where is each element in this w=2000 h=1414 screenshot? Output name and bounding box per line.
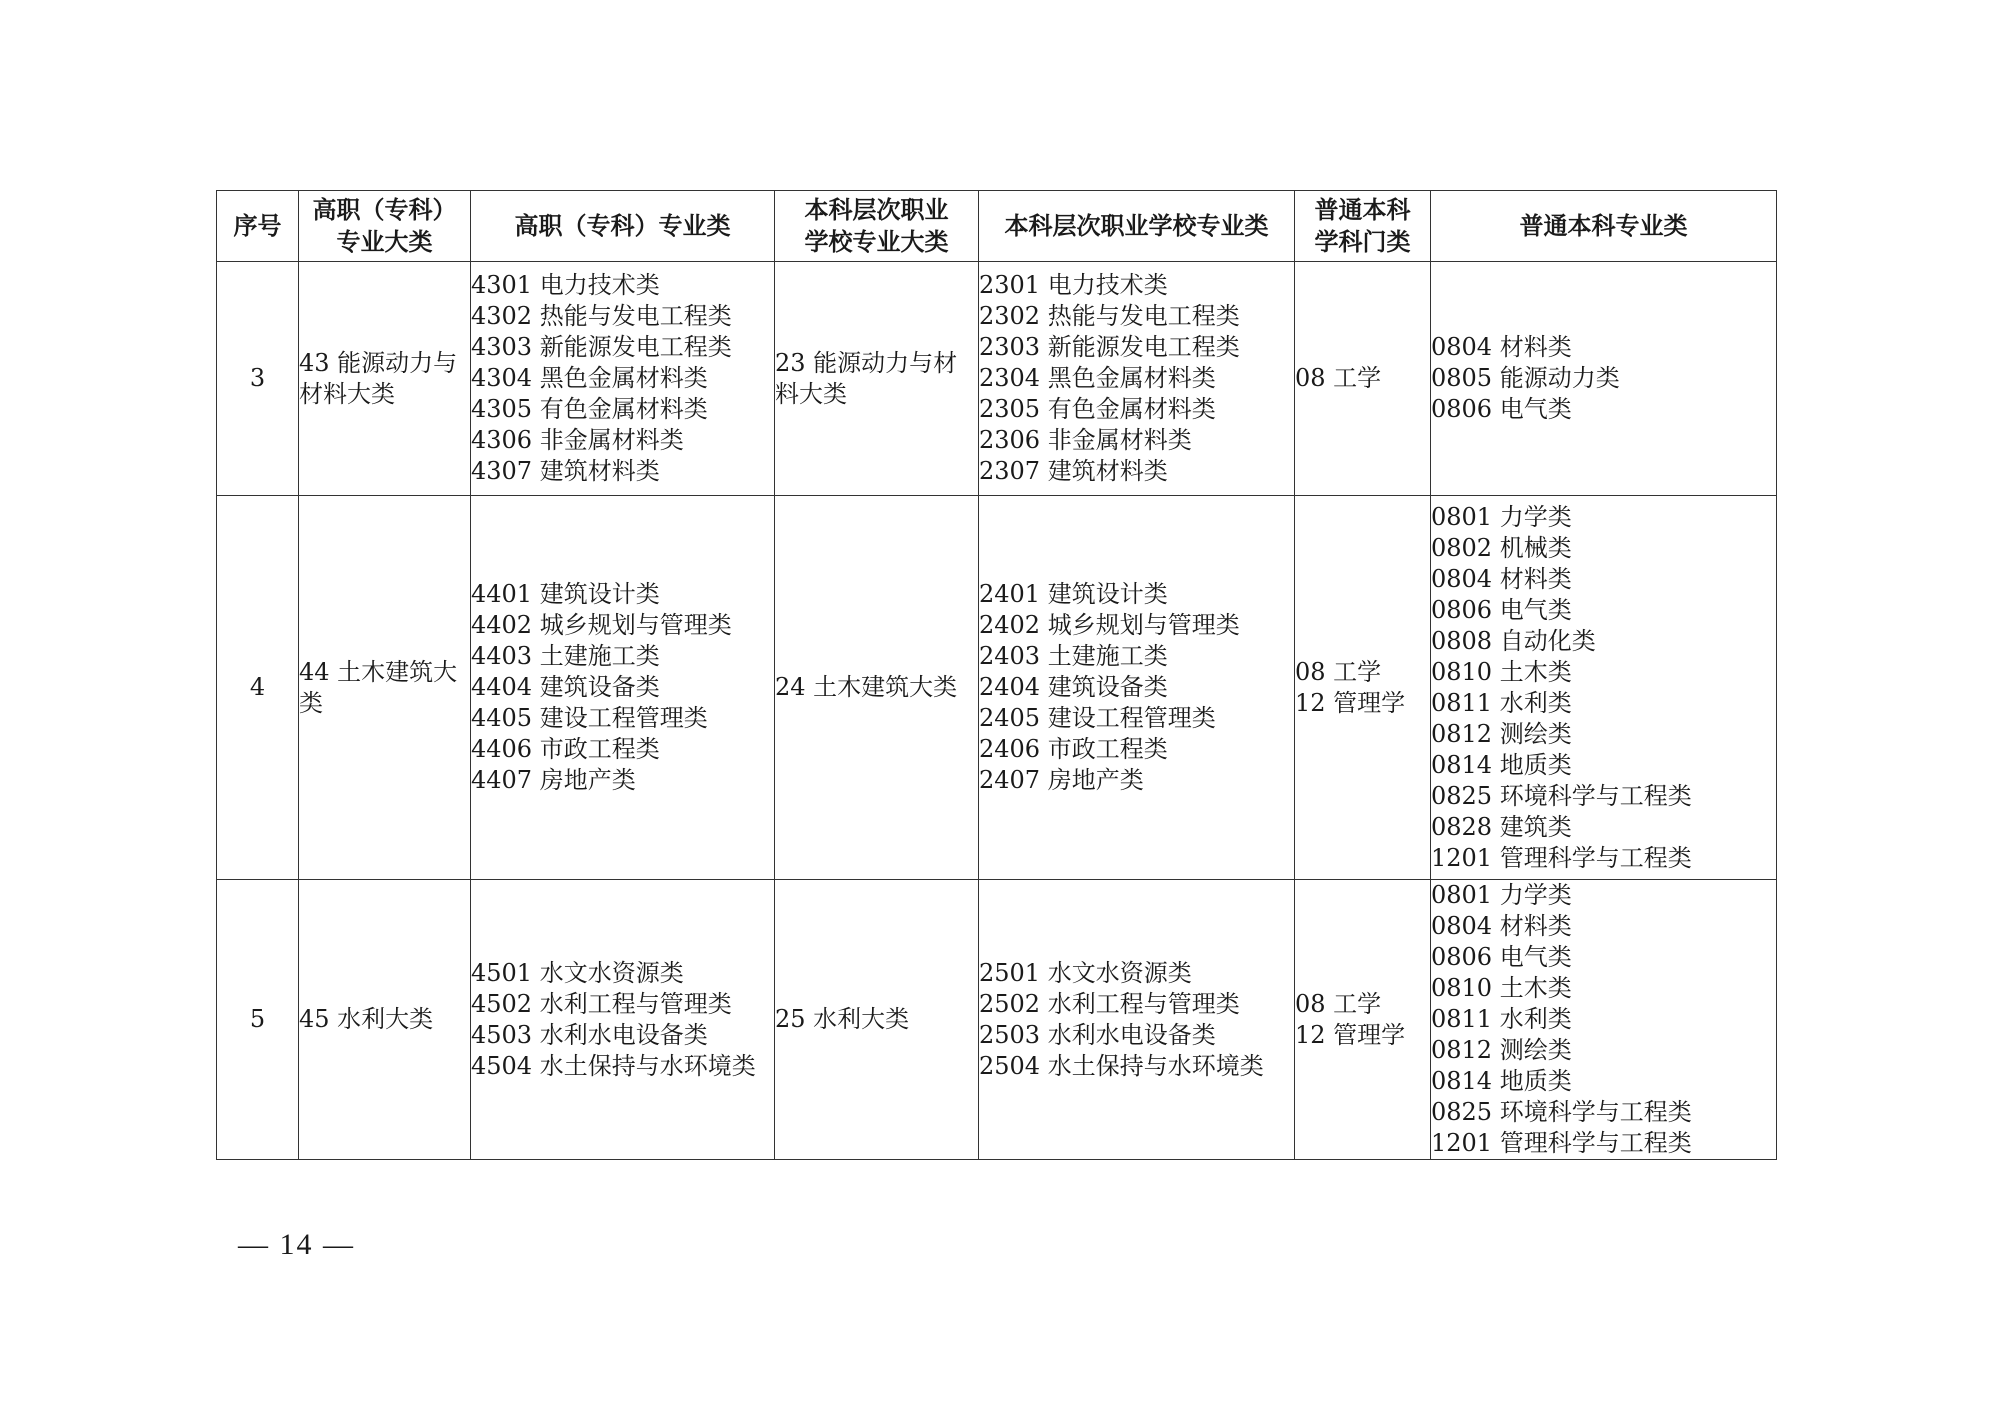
major-catalog-table — [216, 190, 1777, 1160]
header-pt-lei: 普通本科专业类 — [1431, 191, 1777, 262]
bk-dalei-cell: 24 土木建筑大类 — [775, 496, 979, 880]
pt-lei-cell: 0801 力学类 0802 机械类 0804 材料类 0806 电气类 0808 自动化类 0810 土木类 0811 水利类 0812 测绘类 0814 地质类 0825 环境科学与工程类 0828 建筑类 1201 管理科学与工程类 — [1431, 496, 1777, 880]
bk-lei-cell: 2501 水文水资源类 2502 水利工程与管理类 2503 水利水电设备类 2504 水土保持与水环境类 — [979, 880, 1295, 1160]
header-bk-dalei: 本科层次职业 学校专业大类 — [775, 191, 979, 262]
bk-dalei-cell: 25 水利大类 — [775, 880, 979, 1160]
pt-menlei-cell: 08 工学 12 管理学 — [1295, 496, 1431, 880]
row-seq: 3 — [217, 262, 299, 496]
row-seq: 5 — [217, 880, 299, 1160]
gz-dalei-cell: 44 土木建筑大类 — [299, 496, 471, 880]
bk-lei-cell: 2301 电力技术类 2302 热能与发电工程类 2303 新能源发电工程类 2304 黑色金属材料类 2305 有色金属材料类 2306 非金属材料类 2307 建筑材料类 — [979, 262, 1295, 496]
pt-lei-cell: 0801 力学类 0804 材料类 0806 电气类 0810 土木类 0811 水利类 0812 测绘类 0814 地质类 0825 环境科学与工程类 1201 管理科学与工程类 — [1431, 880, 1777, 1160]
gz-dalei-cell: 43 能源动力与材料大类 — [299, 262, 471, 496]
header-row — [217, 191, 1777, 262]
pt-menlei-cell: 08 工学 — [1295, 262, 1431, 496]
gz-lei-cell: 4401 建筑设计类 4402 城乡规划与管理类 4403 土建施工类 4404 建筑设备类 4405 建设工程管理类 4406 市政工程类 4407 房地产类 — [471, 496, 775, 880]
header-seq: 序号 — [217, 191, 299, 262]
bk-dalei-cell: 23 能源动力与材料大类 — [775, 262, 979, 496]
header-gz-dalei: 高职（专科） 专业大类 — [299, 191, 471, 262]
gz-lei-cell: 4501 水文水资源类 4502 水利工程与管理类 4503 水利水电设备类 4504 水土保持与水环境类 — [471, 880, 775, 1160]
bk-lei-cell: 2401 建筑设计类 2402 城乡规划与管理类 2403 土建施工类 2404 建筑设备类 2405 建设工程管理类 2406 市政工程类 2407 房地产类 — [979, 496, 1295, 880]
table-row — [217, 496, 1777, 880]
page-number: — 14 — — [238, 1228, 355, 1261]
pt-menlei-cell: 08 工学 12 管理学 — [1295, 880, 1431, 1160]
row-seq: 4 — [217, 496, 299, 880]
table-row — [217, 262, 1777, 496]
pt-lei-cell: 0804 材料类 0805 能源动力类 0806 电气类 — [1431, 262, 1777, 496]
header-bk-lei: 本科层次职业学校专业类 — [979, 191, 1295, 262]
header-gz-lei: 高职（专科）专业类 — [471, 191, 775, 262]
header-pt-menlei: 普通本科 学科门类 — [1295, 191, 1431, 262]
gz-dalei-cell: 45 水利大类 — [299, 880, 471, 1160]
gz-lei-cell: 4301 电力技术类 4302 热能与发电工程类 4303 新能源发电工程类 4304 黑色金属材料类 4305 有色金属材料类 4306 非金属材料类 4307 建筑材料类 — [471, 262, 775, 496]
table-row — [217, 880, 1777, 1160]
